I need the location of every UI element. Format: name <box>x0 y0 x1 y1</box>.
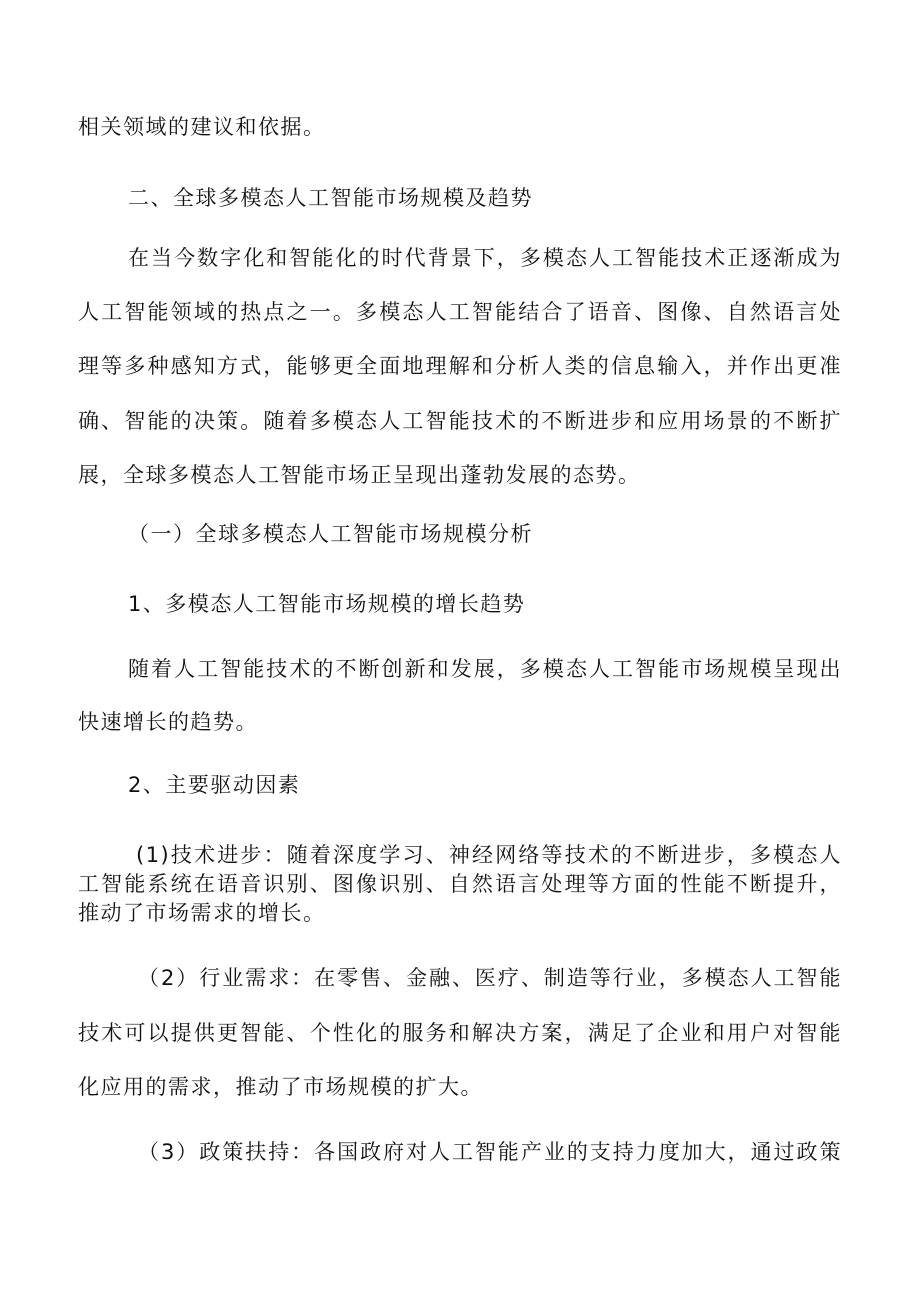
driver-3-line: （3）政策扶持：各国政府对人工智能产业的支持力度加大，通过政策 <box>138 1140 842 1164</box>
paragraph-line-last: 展，全球多模态人工智能市场正呈现出蓬勃发展的态势。 <box>78 463 641 487</box>
paragraph-line-last: 快速增长的趋势。 <box>78 710 258 734</box>
paragraph-line-continuation: 相关领域的建议和依据。 <box>78 115 326 139</box>
paragraph-line: 确、智能的决策。随着多模态人工智能技术的不断进步和应用场景的不断扩 <box>78 409 842 433</box>
paragraph-line: 在当今数字化和智能化的时代背景下，多模态人工智能技术正逐渐成为 <box>128 246 842 270</box>
driver-2-line-last: 化应用的需求，推动了市场规模的扩大。 <box>78 1075 483 1099</box>
paragraph-line: 随着人工智能技术的不断创新和发展，多模态人工智能市场规模呈现出 <box>128 657 842 681</box>
driver-1-line-last: 推动了市场需求的增长。 <box>78 901 326 925</box>
paragraph-line: 人工智能领域的热点之一。多模态人工智能结合了语音、图像、自然语言处 <box>78 300 842 324</box>
driver-2-line: 技术可以提供更智能、个性化的服务和解决方案，满足了企业和用户对智能 <box>78 1021 842 1045</box>
item-heading-1: 1、多模态人工智能市场规模的增长趋势 <box>128 592 526 616</box>
item-heading-2: 2、主要驱动因素 <box>128 773 301 797</box>
driver-1-line: 工智能系统在语音识别、图像识别、自然语言处理等方面的性能不断提升， <box>78 872 842 896</box>
paragraph-line: 理等多种感知方式，能够更全面地理解和分析人类的信息输入，并作出更准 <box>78 354 842 378</box>
subsection-heading-1: （一）全球多模态人工智能市场规模分析 <box>128 522 533 546</box>
section-heading-2: 二、全球多模态人工智能市场规模及趋势 <box>128 186 533 210</box>
driver-1-line: (1)技术进步：随着深度学习、神经网络等技术的不断进步，多模态人 <box>136 843 842 867</box>
driver-2-line: （2）行业需求：在零售、金融、医疗、制造等行业，多模态人工智能 <box>138 966 842 990</box>
